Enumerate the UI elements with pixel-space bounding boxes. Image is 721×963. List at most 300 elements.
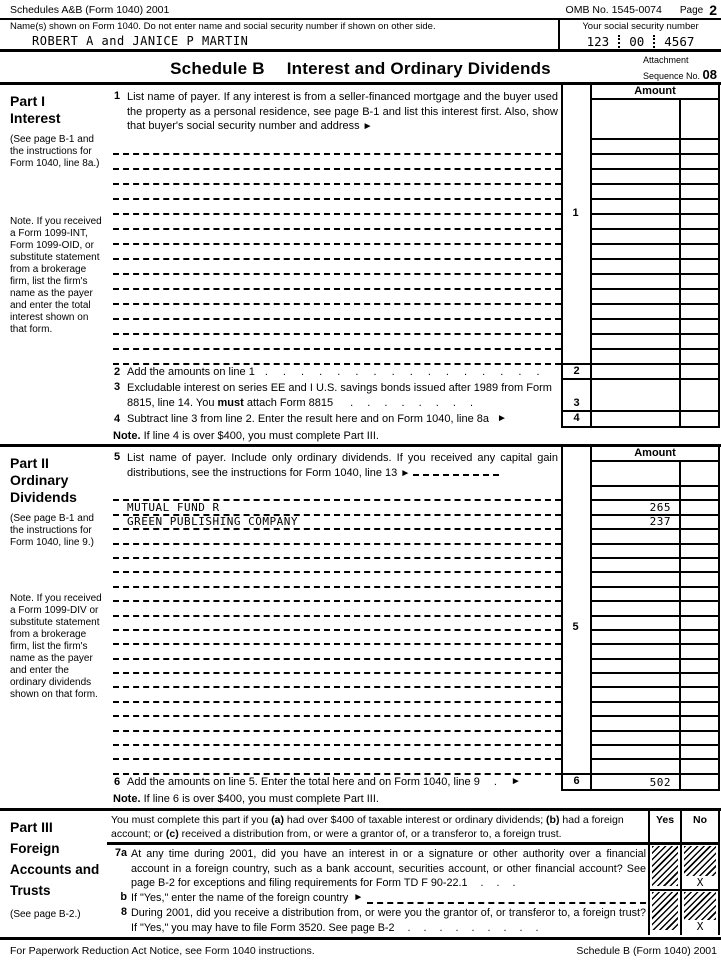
part2-subtitle: Ordinary Dividends [10,472,77,505]
part1-see-reference: (See page B-1 and the instructions for Form 1040, line 8a.) [10,134,100,169]
amount-dollars-cell[interactable] [590,732,679,746]
line4-number-inline: 4 [113,413,121,425]
line6-amount-cell[interactable]: 502 [590,775,679,791]
payer-input[interactable] [113,290,561,305]
attachment-label: Attachment [642,55,689,65]
amount-cents-cell[interactable] [679,645,720,659]
line2-number-box: 2 [561,365,590,380]
line6-text: Add the amounts on line 5. Enter the total here and on Form 1040, line 9 [127,775,480,788]
payer-row [107,501,720,515]
amount-dollars-cell[interactable] [590,140,679,155]
page-number: 2 [709,2,717,18]
amount-dollars-cell[interactable] [590,290,679,305]
amount-dollars-cell[interactable] [590,185,679,200]
ssn-box [558,20,721,49]
ssn-value[interactable] [560,34,721,49]
amount-cents-cell[interactable] [679,170,720,185]
payer-input[interactable] [113,487,561,501]
page-label: Page [679,5,704,16]
number-column-cell [561,305,590,320]
amount-dollars-cell[interactable] [590,260,679,275]
part3-section [0,811,721,940]
schedule-subtitle: Interest and Ordinary Dividends [286,59,551,78]
line4-number-box: 4 [561,412,590,428]
payer-row [107,732,720,746]
amount-dollars-cell[interactable] [590,230,679,245]
amount-cents-cell[interactable] [679,290,720,305]
amount-dollars-cell[interactable] [590,530,679,544]
line1-number: 1 [572,207,579,219]
line3-amount-cell[interactable] [590,380,679,412]
foreign-country-input[interactable] [367,891,646,904]
amount-cents-cell[interactable] [679,245,720,260]
payer-row [107,573,720,587]
payer-input[interactable] [113,674,561,688]
line4-cents-cell[interactable] [679,412,720,428]
line3-cents-cell[interactable] [679,380,720,412]
number-column-cell [561,501,590,515]
payer-input[interactable] [113,588,561,602]
question-7b-text: If "Yes," enter the name of the foreign country [131,892,349,904]
payer-row [107,140,720,155]
number-column-cell [561,530,590,544]
amount-dollars-cell[interactable] [590,245,679,260]
payer-input[interactable] [113,717,561,731]
line2-row [107,365,720,380]
payer-row [107,170,720,185]
line6-cents-cell[interactable] [679,775,720,791]
part2-entry-rows [107,487,720,775]
number-column-cell [561,320,590,335]
amount-dollars-cell[interactable] [590,275,679,290]
ssn-separator [653,35,655,48]
title-band [0,52,721,85]
amount-dollars-cell[interactable] [590,660,679,674]
amount-dollars-cell[interactable]: 265 [590,501,679,515]
line5-instruction: List name of payer. Include only ordinary dividends. If you received any capital gain distributions, see the instructions for Form 1040, line 13 ► [127,452,558,479]
part2-amount-header: Amount [590,447,720,462]
line5-number: 5 [572,621,579,633]
hatched-area [684,892,716,920]
number-column-cell [561,275,590,290]
page-header [0,0,721,20]
attachment-block [643,55,717,84]
payer-row [107,588,720,602]
payer-input[interactable] [113,215,561,230]
amount-cents-cell[interactable] [679,559,720,573]
amount-dollars-cell[interactable] [590,462,679,487]
question-7a-number: 7a [114,847,127,859]
payer-row [107,200,720,215]
amount-cents-cell[interactable] [679,530,720,544]
amount-cents-cell[interactable] [679,155,720,170]
dot-leaders: . . . . . . . . [350,396,473,409]
amount-cents-cell[interactable] [679,573,720,587]
part2-note: Note. If line 6 is over $400, you must complete Part III. [113,792,379,805]
payer-row [107,215,720,230]
payer-input[interactable] [113,275,561,290]
amount-cents-cell[interactable] [679,305,720,320]
payer-row [107,487,720,501]
line6-number-inline: 6 [113,775,121,788]
question-8 [107,906,648,935]
form-id: Schedules A&B (Form 1040) 2001 [10,4,170,16]
line1-instruction: List name of payer. If any interest is from a seller-financed mortgage and the buyer used the property as a personal residence, see page B-1 and list this interest first. Also, show that buyer's social security number and address ► [127,91,558,132]
amount-dollars-cell[interactable] [590,631,679,645]
number-column-cell [561,487,590,501]
amount-dollars-cell[interactable] [590,350,679,365]
payer-input[interactable] [113,200,561,215]
footer-left: For Paperwork Reduction Act Notice, see Form 1040 instructions. [10,945,315,957]
line3-number-box: 3 [561,380,590,412]
payer-input[interactable] [113,660,561,674]
answer-8-row [648,891,720,935]
name-label: Name(s) shown on Form 1040. Do not enter name and social security number if shown on other side. [10,21,436,32]
part3-intro: You must complete this part if you (a) had over $400 of taxable interest or ordinary dividends; (b) had a foreign account; or (c) received a distribution from, or were a grantor of, or a transferor to, a foreign trust. [107,811,648,845]
dot-leaders: . . . . . . . . . . . . . . . . [264,366,540,378]
part1-margin-note: Note. If you received a Form 1099-INT, Form 1099-OID, or substitute statement from a brokerage firm, list the firm's name as the payer and enter the total interest shown on that form. [10,216,102,335]
amount-dollars-cell[interactable] [590,320,679,335]
amount-dollars-cell[interactable] [590,200,679,215]
amount-dollars-cell[interactable] [590,717,679,731]
amount-cents-cell[interactable] [679,350,720,365]
number-column [561,447,590,487]
amount-dollars-cell[interactable] [590,703,679,717]
entry-line[interactable] [413,466,499,476]
payer-row [107,631,720,645]
amount-cents-cell[interactable] [679,703,720,717]
line2-number-inline: 2 [113,366,121,378]
number-column [561,85,590,140]
ssn-serial: 4567 [664,34,695,49]
payer-input[interactable] [113,732,561,746]
amount-dollars-cell[interactable] [590,645,679,659]
amount-cents-cell[interactable] [679,660,720,674]
question-8-text: During 2001, did you receive a distribution from, or were you the grantor of, or transferor to, a foreign trust? If "Yes," you may have to file Form 3520. See page B-2 . . . . . . . . . [131,907,646,934]
part3-content [107,811,720,937]
payer-input[interactable] [113,185,561,200]
amount-dollars-cell[interactable] [590,305,679,320]
number-column-cell [561,260,590,275]
part1-section [0,85,721,447]
part1-subtitle: Interest [10,110,61,126]
payer-input[interactable] [113,305,561,320]
amount-cents-cell[interactable] [679,631,720,645]
payer-input[interactable] [113,688,561,702]
amount-cents-cell[interactable] [679,487,720,501]
dot-leaders: . . . [480,877,516,890]
number-column-cell [561,245,590,260]
pointer-arrow-icon: ► [362,121,373,132]
payer-input[interactable] [113,617,561,631]
answer-8-no-cell[interactable] [680,891,720,935]
question-7b-number: b [120,891,127,903]
yes-header: Yes [648,811,680,842]
payer-row [107,760,720,774]
line2-cents-cell[interactable] [679,365,720,380]
part1-amount-column [590,85,720,140]
payer-row [107,245,720,260]
payer-row [107,717,720,731]
part2-title: Part II [10,455,49,471]
hatched-area [652,846,678,886]
part1-content [107,85,720,444]
amount-dollars-cell[interactable] [590,170,679,185]
payer-row [107,746,720,760]
payer-input[interactable] [113,746,561,760]
number-column-cell [561,185,590,200]
number-column-cell [561,573,590,587]
amount-dollars-cell[interactable] [590,617,679,631]
x-mark-7a: X [696,876,704,889]
hatched-area [684,846,716,876]
number-column-cell [561,559,590,573]
amount-cents-cell[interactable] [679,717,720,731]
payer-input[interactable]: GREEN PUBLISHING COMPANY [113,516,561,530]
payer-row [107,559,720,573]
line1-number-inline: 1 [113,90,121,102]
line4-row [107,412,720,428]
payer-row [107,290,720,305]
amount-dollars-cell[interactable] [590,100,679,140]
question-8-number: 8 [120,906,127,918]
pointer-arrow-icon: ► [496,413,507,424]
amount-cents-cell[interactable] [679,516,720,530]
amount-cents-cell[interactable] [679,260,720,275]
number-column-cell [561,688,590,702]
number-column-cell [561,290,590,305]
sequence-number: 08 [702,66,717,82]
number-column-cell [561,230,590,245]
answer-7a-yes-cell[interactable] [648,845,680,889]
number-column-cell [561,335,590,350]
payer-input[interactable] [113,573,561,587]
line3-row [107,380,720,412]
payer-row [107,545,720,559]
part2-label-column [0,447,107,808]
name-value[interactable]: ROBERT A and JANICE P MARTIN [32,34,249,48]
number-column-cell [561,170,590,185]
payer-row [107,660,720,674]
amount-cents-cell[interactable] [679,732,720,746]
payer-input[interactable] [113,260,561,275]
amount-cents-cell[interactable] [679,760,720,774]
number-column-cell [561,645,590,659]
payer-row [107,645,720,659]
amount-dollars-cell[interactable] [590,335,679,350]
amount-cents-cell[interactable] [679,617,720,631]
line2-amount-cell[interactable] [590,365,679,380]
name-ssn-band [0,20,721,52]
number-column-cell [561,717,590,731]
payer-input[interactable] [113,602,561,616]
amount-cents-cell[interactable] [679,501,720,515]
dot-leaders: . . . . . . . . . [407,921,539,934]
line4-amount-cell[interactable] [590,412,679,428]
number-column-cell [561,140,590,155]
amount-dollars-cell[interactable] [590,487,679,501]
line6-row [107,775,720,791]
number-column-cell [561,545,590,559]
amount-dollars-cell[interactable] [590,155,679,170]
part1-label-column [0,85,107,444]
payer-input[interactable] [113,155,561,170]
question-7a [107,845,648,891]
line3-text: Excludable interest on series EE and I U.S. savings bonds issued after 1989 from Form 8815, line 14. You must attach Form 8815 . . . . . . . . [127,382,552,409]
payer-row [107,320,720,335]
part1-entry-rows [107,140,720,365]
ssn-area: 123 [586,34,610,49]
payer-input[interactable] [113,350,561,365]
number-column-cell [561,516,590,530]
amount-cents-cell[interactable] [679,545,720,559]
amount-dollars-cell[interactable] [590,545,679,559]
payer-input[interactable] [113,320,561,335]
number-column-cell [561,631,590,645]
part2-see-reference: (See page B-1 and the instructions for Form 1040, line 9.) [10,513,94,548]
question-7a-text: At any time during 2001, did you have an interest in or a signature or other authority over a financial account in a foreign country, such as a bank account, securities account, or other financial account? See page B-2 for exceptions and filing requirements for Form TD F 90-22.1 . . . [131,848,646,890]
line4-text: Subtract line 3 from line 2. Enter the result here and on Form 1040, line 8a [127,413,489,425]
page-footer [0,940,721,957]
amount-cents-cell[interactable] [679,588,720,602]
amount-dollars-cell[interactable] [590,746,679,760]
payer-row [107,674,720,688]
line5-number-inline: 5 [113,451,121,463]
payer-input[interactable] [113,170,561,185]
part3-see-reference: (See page B-2.) [10,909,81,920]
part1-title: Part I [10,93,46,109]
payer-input[interactable] [113,335,561,350]
amount-cents-cell[interactable] [679,100,720,140]
amount-cents-cell[interactable] [679,230,720,245]
line1-row [107,85,720,140]
x-mark-8: X [696,920,704,933]
number-column-cell [561,674,590,688]
number-column-cell [561,732,590,746]
line6-number-box: 6 [561,775,590,791]
footer-right: Schedule B (Form 1040) 2001 [576,945,717,957]
number-column-cell [561,350,590,365]
payer-input[interactable] [113,245,561,260]
number-column-cell [561,760,590,774]
payer-row [107,185,720,200]
amount-dollars-cell[interactable] [590,588,679,602]
payer-input[interactable] [113,545,561,559]
amount-dollars-cell[interactable] [590,688,679,702]
number-column-cell [561,602,590,616]
ssn-group: 00 [629,34,645,49]
amount-dollars-cell[interactable] [590,559,679,573]
no-header: No [680,811,720,842]
part2-section [0,447,721,811]
number-column-cell [561,746,590,760]
number-column-cell [561,660,590,674]
part1-note: Note. If line 4 is over $400, you must complete Part III. [113,430,379,442]
amount-cents-cell[interactable] [679,275,720,290]
payer-input[interactable] [113,559,561,573]
payer-input[interactable]: MUTUAL FUND R [113,501,561,515]
pointer-arrow-icon: ► [400,467,411,479]
yes-no-columns [648,811,720,937]
part3-subtitle: Foreign Accounts and Trusts [10,841,100,898]
amount-dollars-cell[interactable] [590,602,679,616]
amount-cents-cell[interactable] [679,140,720,155]
part3-label-column [0,811,107,937]
amount-cents-cell[interactable] [679,602,720,616]
payer-row [107,703,720,717]
amount-dollars-cell[interactable] [590,674,679,688]
amount-cents-cell[interactable] [679,200,720,215]
payer-row [107,260,720,275]
pointer-arrow-icon: ► [510,775,521,787]
payer-row [107,335,720,350]
answer-7a-row [648,845,720,891]
payer-input[interactable] [113,703,561,717]
payer-row [107,602,720,616]
part2-margin-note: Note. If you received a Form 1099-DIV or substitute statement from a brokerage firm, list the firm's name as the payer and enter the ordinary dividends shown on that form. [10,593,102,700]
amount-cents-cell[interactable] [679,674,720,688]
payer-row [107,275,720,290]
answer-7a-no-cell[interactable] [680,845,720,889]
payer-input[interactable] [113,631,561,645]
amount-cents-cell[interactable] [679,320,720,335]
amount-dollars-cell[interactable]: 237 [590,516,679,530]
amount-cents-cell[interactable] [679,185,720,200]
part1-amount-header: Amount [590,85,720,100]
amount-dollars-cell[interactable] [590,760,679,774]
payer-input[interactable] [113,760,561,774]
payer-row [107,516,720,530]
ssn-separator [618,35,620,48]
payer-row [107,617,720,631]
number-column-cell [561,588,590,602]
amount-cents-cell[interactable] [679,215,720,230]
amount-cents-cell[interactable] [679,335,720,350]
payer-row [107,350,720,365]
part2-content [107,447,720,808]
payer-row [107,305,720,320]
amount-cents-cell[interactable] [679,746,720,760]
answer-8-yes-cell[interactable] [648,891,680,935]
payer-row [107,230,720,245]
part2-amount-column [590,447,720,487]
dot-leaders: . [493,775,497,788]
part3-title: Part III [10,819,53,835]
number-column-cell [561,703,590,717]
pointer-arrow-icon: ► [353,892,364,903]
ssn-label: Your social security number [582,21,699,32]
amount-dollars-cell[interactable] [590,215,679,230]
amount-cents-cell[interactable] [679,688,720,702]
payer-input[interactable] [113,530,561,544]
payer-input[interactable] [113,645,561,659]
payer-input[interactable] [113,140,561,155]
line3-number-inline: 3 [113,381,121,393]
line5-row [107,447,720,487]
schedule-title: Schedule B [170,59,265,78]
question-7b [107,891,648,906]
sequence-label: Sequence No. [642,70,701,81]
omb-number: OMB No. 1545-0074 [565,4,662,16]
payer-row [107,688,720,702]
amount-dollars-cell[interactable] [590,573,679,587]
payer-row [107,530,720,544]
line2-text: Add the amounts on line 1 [127,366,255,378]
payer-input[interactable] [113,230,561,245]
payer-row [107,155,720,170]
amount-cents-cell[interactable] [679,462,720,487]
number-column-cell [561,155,590,170]
